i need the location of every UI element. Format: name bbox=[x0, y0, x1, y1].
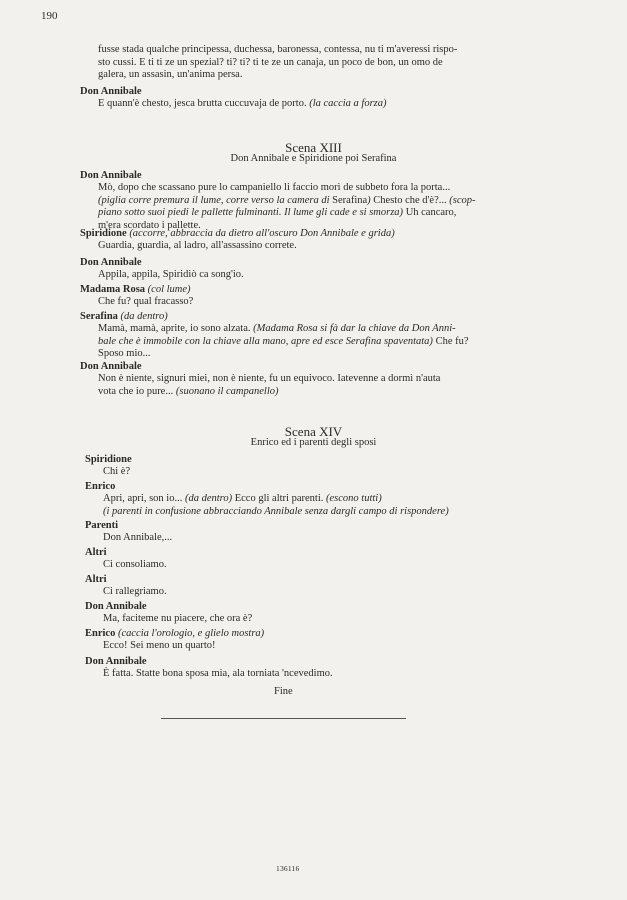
speech-line: fusse stada qualche principessa, duchessa, baronessa, contessa, nu ti m'averessi rispo- bbox=[98, 44, 458, 55]
speech-block bbox=[80, 284, 600, 309]
scene-subtitle: Don Annibale e Spiridione poi Serafina bbox=[230, 153, 397, 164]
speech-text: Uh cancaro, bbox=[405, 207, 457, 218]
stage-direction: (col lume) bbox=[147, 284, 191, 295]
speaker-name: Enrico bbox=[85, 628, 116, 639]
speaker-name: Serafina bbox=[80, 311, 118, 322]
footer-code: 136116 bbox=[276, 864, 300, 873]
opening-speech bbox=[80, 44, 600, 82]
speaker-name: Madama Rosa bbox=[80, 284, 146, 295]
speech-line bbox=[85, 493, 605, 506]
speech-line: galera, un assasin, un'anima persa. bbox=[98, 69, 243, 80]
speaker-name: Don Annibale bbox=[80, 361, 142, 372]
speech-block bbox=[85, 481, 605, 518]
stage-direction: piano sotto suoi piedi le pallette fulminanti. Il lume gli cade e si smorza) bbox=[98, 207, 404, 218]
stage-direction: (i parenti in confusione abbracciando Annibale senza dargli campo di rispondere) bbox=[103, 505, 449, 517]
speech-line: Sposo mio... bbox=[98, 348, 151, 359]
stage-direction: bale che è immobile con la chiave alla mano, apre ed esce Serafina spaventata) bbox=[98, 335, 433, 347]
speech-line: Ci rallegriamo. bbox=[103, 586, 167, 597]
speech-text: Che fu? bbox=[435, 335, 469, 347]
stage-direction: (escono tutti) bbox=[326, 493, 382, 504]
speech-line: È fatta. Statte bona sposa mia, ala torniata 'ncevedimo. bbox=[103, 668, 333, 679]
speech-text: vota che io pure... bbox=[98, 385, 174, 397]
speaker-name: Don Annibale bbox=[85, 656, 147, 667]
page-number: 190 bbox=[41, 10, 58, 22]
speech-block bbox=[85, 574, 605, 599]
speech-line: Ecco! Sei meno un quarto! bbox=[103, 640, 216, 651]
speech-line: Don Annibale,... bbox=[103, 532, 173, 543]
speech-line bbox=[80, 195, 600, 208]
speech-block bbox=[85, 547, 605, 572]
speaker-name: Don Annibale bbox=[80, 86, 142, 97]
speech-block bbox=[85, 454, 605, 479]
speech-line: sto cussi. E ti ti ze un spezial? ti? ti? ti te ze un canaja, un poco de bon, un omo de bbox=[98, 56, 443, 68]
speaker-name: Don Annibale bbox=[85, 601, 147, 612]
speech-block bbox=[85, 656, 605, 681]
speaker-line bbox=[80, 284, 600, 296]
speech-line: Chi è? bbox=[103, 466, 131, 477]
scene-title: Scena XIV bbox=[284, 424, 343, 439]
speech-block bbox=[85, 628, 605, 653]
speech-text: E quann'è chesto, jesca brutta cuccuvaja de porto. bbox=[98, 98, 307, 109]
speech-block bbox=[80, 170, 600, 232]
speech-line: m'era scordato i pallette. bbox=[98, 219, 201, 231]
speech-block bbox=[85, 601, 605, 626]
stage-direction: (scop- bbox=[449, 194, 476, 206]
speaker-name: Altri bbox=[85, 574, 107, 585]
stage-direction: (caccia l'orologio, e glielo mostra) bbox=[117, 628, 265, 639]
speaker-name: Spiridione bbox=[85, 454, 132, 465]
divider-rule bbox=[161, 718, 406, 719]
speech-line: Non è niente, signuri miei, non è niente, fu un equivoco. Iatevenne a dormì n'auta bbox=[98, 373, 441, 384]
speech-line: Appila, appila, Spiridiò ca song'io. bbox=[98, 269, 244, 280]
speech-line bbox=[80, 386, 600, 399]
stage-direction: (accorre, abbraccia da dietro all'oscuro Don Annibale e grida) bbox=[129, 228, 395, 239]
stage-direction: (da dentro) bbox=[184, 493, 233, 504]
speech-line: Guardia, guardia, al ladro, all'assassino correte. bbox=[98, 240, 297, 251]
speech-text: Chesto che d'è?... bbox=[373, 194, 447, 206]
speaker-name: Don Annibale bbox=[80, 257, 142, 268]
speaker-name: Don Annibale bbox=[80, 170, 142, 181]
speech-block bbox=[80, 311, 600, 361]
speech-text: Serafina bbox=[332, 194, 368, 206]
speech-line bbox=[80, 207, 600, 220]
stage-direction: (suonano il campanello) bbox=[175, 385, 279, 397]
speech-block bbox=[80, 361, 600, 398]
speech-text: Mamà, mamà, aprite, io sono alzata. bbox=[98, 323, 251, 334]
end-marker: Fine bbox=[274, 686, 293, 697]
speech-block bbox=[80, 86, 600, 111]
speaker-line bbox=[80, 311, 600, 323]
speaker-name: Spiridione bbox=[80, 228, 127, 239]
stage-direction: (la caccia a forza) bbox=[309, 98, 387, 109]
speech-text: Apri, apri, son io... bbox=[103, 493, 183, 504]
speech-text: Ecco gli altri parenti. bbox=[234, 493, 324, 504]
speaker-line bbox=[85, 628, 605, 640]
speech-block bbox=[80, 257, 600, 282]
stage-direction: (piglia corre premura il lume, corre verso la camera di bbox=[98, 194, 330, 206]
speech-line: Mò, dopo che scassano pure lo campaniello li faccio morì de subbeto fora la porta... bbox=[98, 182, 451, 193]
speaker-name: Altri bbox=[85, 547, 107, 558]
speech-line: Ma, faciteme nu piacere, che ora è? bbox=[103, 613, 253, 624]
speech-block bbox=[85, 520, 605, 545]
speech-line bbox=[80, 98, 600, 111]
speaker-name: Enrico bbox=[85, 481, 116, 492]
speech-line: Ci consoliamo. bbox=[103, 559, 167, 570]
stage-direction: (Madama Rosa si fà dar la chiave da Don Anni- bbox=[253, 323, 456, 334]
speaker-name: Parenti bbox=[85, 520, 119, 531]
scene-subtitle: Enrico ed i parenti degli sposi bbox=[250, 437, 377, 448]
speech-line bbox=[80, 323, 600, 336]
speech-line bbox=[80, 336, 600, 349]
stage-direction: ) bbox=[367, 194, 371, 206]
speech-line: Che fu? qual fracasso? bbox=[98, 296, 194, 307]
speaker-line bbox=[80, 228, 600, 240]
stage-direction: (da dentro) bbox=[120, 311, 168, 322]
speech-block bbox=[80, 228, 600, 253]
scene-title: Scena XIII bbox=[285, 140, 342, 155]
